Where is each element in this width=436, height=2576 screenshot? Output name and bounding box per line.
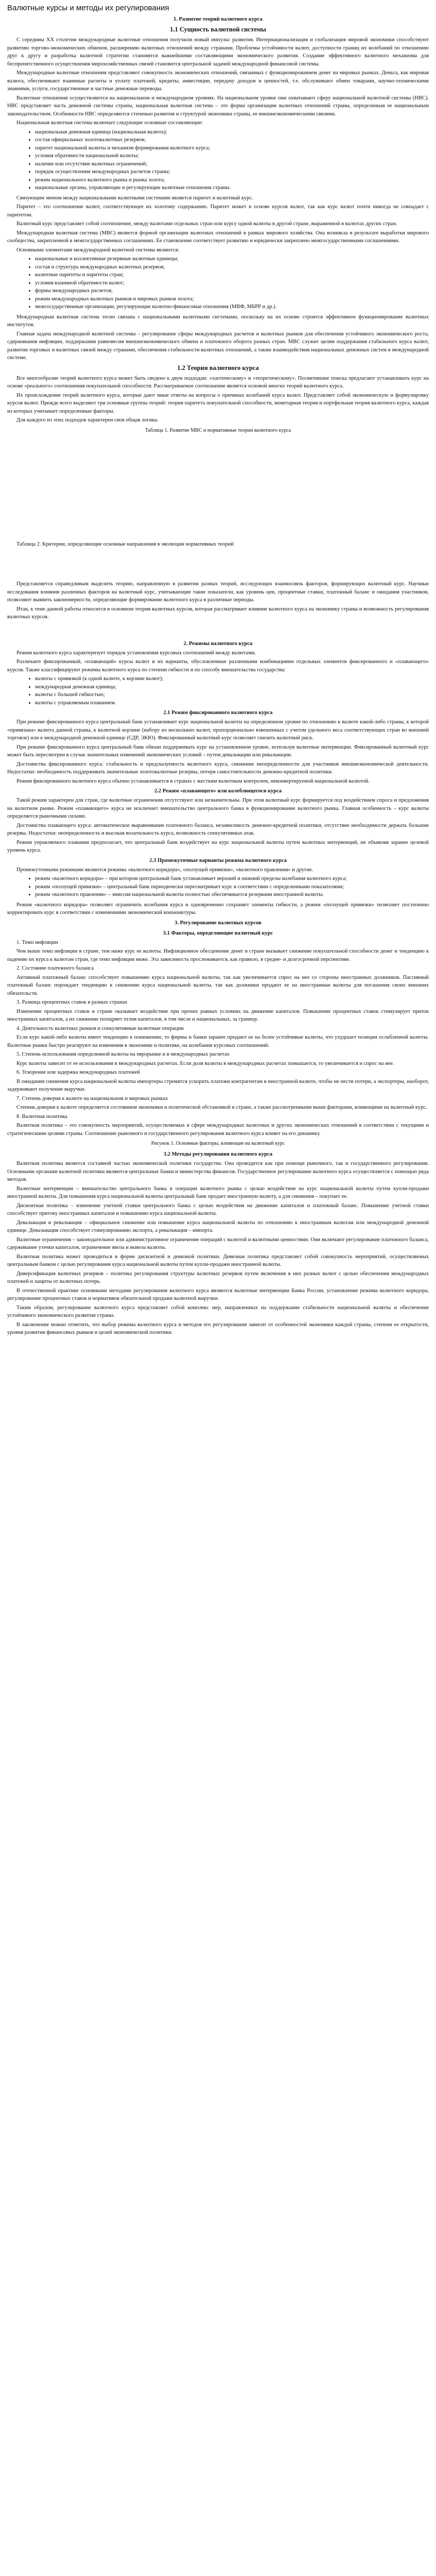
list-item: • валюты с большей гибкостью;	[35, 691, 429, 699]
subsection-heading-3-2: 3.2 Методы регулирования валютного курса	[163, 1151, 273, 1157]
paragraph: Диверсификация валютных резервов – политика регулирования структуры валютных резервов путем включения в них разных валют с целью обеспечения международных платежей и защиты от валютных потерь.	[7, 1270, 429, 1284]
paragraph: При режиме фиксированного курса центральный банк устанавливает курс национальной валюты на определенном уровне по отношению к валюте какой-либо страны, к которой «привязана» валюта данной страны, к валютной корзине (набору из нескольких валют, пропорционально взвешенных с учетом удельного веса соответствующих стран во внешней торговле) или к международной денежной единице (СДР, ЭКЮ). Фиксированный валютный курс позволяет снизить валютный риск.	[7, 719, 429, 741]
paragraph: Режим управляемого плавания предполагает, что центральный банк воздействует на курс национальной валюты путем валютных интервенций, не объявляя заранее целевой уровень курса.	[7, 839, 429, 853]
paragraph: Национальная валютная система включает следующие основные составляющие:	[16, 120, 203, 126]
subsection-heading-2-2: 2.2 Режим «плавающего» или колеблющегося курса	[154, 788, 282, 794]
paragraph: Паритет – это соотношение валют, соответствующее их золотому содержанию. Паритет может в основе курсов валют, так как курс валют почти никогда не совпадает с паритетом.	[7, 204, 429, 218]
paragraph: Валютная политика – это совокупность мероприятий, осуществляемых в сфере международных валютных и других экономических отношений в соответствии с текущими и стратегическими целями страны. Соотношение рыночного и государственного регулирования валютного курса влияет на его динамику.	[7, 1123, 429, 1137]
factor-heading: 8. Валютная политика	[16, 1113, 67, 1120]
bullet-list-mvs	[7, 255, 429, 311]
paragraph: Главная задача международной валютной системы – регулирование сферы международных расчетов и валютных рынков для обеспечения устойчивого экономического роста, сдерживания инфляции, поддержания равновесия внешнеэкономического обмена и платежного оборота разных стран. МВС служит целям поддержания стабильного курса валют, развития торговых и валютных связей между странами, обеспечения стабильности валютных отношений, а также взаимодействия национальных денежных систем в международной системе.	[7, 331, 429, 361]
list-item: • режим национального валютного рынка и рынка золота;	[35, 176, 429, 184]
list-item: • формы международных расчетов;	[35, 287, 429, 295]
list-item: • национальные и коллективные резервные валютные единицы;	[35, 255, 429, 263]
paragraph: Чем выше темп инфляции в стране, тем ниже курс ее валюты. Инфляционное обесценение денег в стране вызывает снижение покупательной способности денег и тенденцию к падению их курса к валютам стран, где темп инфляции ниже. Эта зависимость прослеживается, как правило, в средне- и долгосрочной перспективе.	[7, 948, 429, 962]
paragraph: Достоинства фиксированного курса: стабильность и предсказуемость валютного курса, снижение неопределенности для участников внешнеэкономической деятельности. Недостатки: необходимость поддерживать значительные золотовалютные резервы, потеря самостоятельности денежно-кредитной политики.	[7, 761, 429, 775]
chapter-heading-1: 1. Развитие теорий валютного курса	[173, 16, 263, 22]
factor-heading: 3. Разница процентных ставок в разных странах	[16, 999, 128, 1005]
list-item: • валютные паритеты и паритеты стран;	[35, 271, 429, 279]
bullet-list-regimes	[7, 675, 429, 707]
paragraph: Все многообразие теорий валютного курса может быть сведено к двум подходам: «хаотическому» и «теоретическому». Посвятившие поиска предлагают устанавливать курс на основе «реального» соотношения покупательной способности. Рассматриваемое соотношение является основой многих теорий валютного курса.	[7, 375, 429, 389]
paragraph: Итак, к теме данной работы относится в основном теория валютных курсов, которая рассматривает влияние валютного курса на экономику страны и возможность регулирования валютных курсов.	[7, 606, 429, 620]
paragraph: Международные валютные отношения представляют совокупность экономических отношений, связанных с функционированием денег на мировых рынках. Деньга, как мировая валюта, обеспечивают взаимные расчеты и уплату платежей, кредиты, инвестиции, передачу доходов и ценностей, т.е. обслуживают обмен товарами, научно-техническими знаниями, услуги, государственные и частные денежные переводы.	[7, 70, 429, 92]
paragraph: Их происхождение теорий валютного курса, которые дают иные ответы на вопросы о причинах колебаний курса валют. Представляет собой экономическую и формулировку курсов валют. Прежде всего выделяют три основные группы теорий: теория паритета покупательной способности, монетарная теория и портфельная теория валютного курса, каждая из которых учитывает определенные факторы.	[7, 392, 429, 414]
paragraph: Режим «валютного коридора» позволяет ограничить колебания курса и одновременно сохраняет элементы гибкости, а режим «ползущей привязки» позволяет постепенно корректировать курс в соответствии с изменениями экономической конъюнктуры.	[7, 902, 429, 916]
list-item: • режим «ползущей привязки» – центральный банк периодически пересматривает курс в соответствии с определенными показателями;	[35, 883, 429, 891]
chapter-heading-2: 2. Режимы валютного курса	[183, 640, 253, 647]
list-item: • национальная денежная единица (национальная валюта);	[35, 128, 429, 137]
factor-heading: 2. Состояние платежного баланса	[16, 965, 94, 971]
factor-heading: 4. Деятельность валютных рынков и спекулятивные валютные операции	[16, 1025, 184, 1031]
spacer	[7, 622, 429, 638]
paragraph: Таким образом, регулирование валютного курса представляет собой комплекс мер, направленных на поддержание стабильности национальной валюты и обеспечение устойчивого экономического развития страны.	[7, 1304, 429, 1318]
paragraph: Такой режим характерен для стран, где валютные ограничения отсутствуют или незначительны. При этом валютный курс формируется под воздействием спроса и предложения на валютном рынке. Режим «плавающего» курса не исключает вмешательство центрального банка в функционирование валютного рынка. Главная особенность – курс валюты определяется рыночными силами.	[7, 798, 429, 819]
section-heading-1-1: 1.1 Сущность валютной системы	[170, 26, 266, 33]
paragraph: Для каждого из этих подходов характерен своя общая логика.	[16, 417, 159, 423]
bullet-list-intermediate	[7, 875, 429, 899]
table-placeholder	[7, 437, 429, 540]
paragraph: Промежуточными режимами являются режимы «валютного коридора», «ползущей привязки», «валютного правления» и другие.	[16, 867, 313, 873]
list-item: • валюты с привязкой (к одной валюте, к корзине валют);	[35, 675, 429, 683]
paragraph: В ожидании снижения курса национальной валюты импортеры стремятся ускорить платежи контрагентам в иностранной валюте, чтобы не нести потери, а экспортеры, наоборот, задерживают получение выручки.	[7, 1078, 429, 1092]
paragraph: Валютные интервенции – вмешательство центрального банка в операции валютного рынка с целью воздействия на курс национальной валюты путем купли-продажи иностранной валюты. Для повышения курса национальной валюты центральный банк продает иностранную валюту, а для снижения – покупает ее.	[7, 1185, 429, 1199]
list-item: • международная денежная единица;	[35, 683, 429, 691]
paragraph: Изменение процентных ставок в стране оказывает воздействие при прочих равных условиях на движение капиталов. Повышение процентных ставок стимулирует приток иностранных капиталов, а их снижение поощряет отлив капиталов, в том числе и национальных, за границу.	[7, 1008, 429, 1022]
factor-heading: 6. Ускорение или задержка международных платежей	[16, 1070, 140, 1075]
paragraph: Если курс какой-либо валюты имеет тенденцию к понижению, то фирмы и банки заранее продают ее на более устойчивые валюты, что ухудшает позиции ослабленной валюты. Валютные рынки быстро реагируют на изменения в экономике и политике, на колебания курсовых соотношений.	[7, 1035, 429, 1048]
subsection-heading-2-1: 2.1 Режим фиксированного валютного курса	[163, 710, 273, 716]
paragraph: Валютные ограничения – законодательное или административное ограничение операций с валютой и валютными ценностями. Они включают регулирование платежного баланса, сдерживание утечки капиталов, ограничение ввоза и вывоза валюты.	[7, 1236, 429, 1250]
paragraph: Активный платежный баланс способствует повышению курса национальной валюты, так как увеличивается спрос на нее со стороны иностранных должников. Пассивный платежный баланс порождает тенденцию к снижению курса национальной валюты, так как должники продают ее на иностранные валюты для погашения своих внешних обязательств.	[7, 974, 429, 996]
factor-heading: 5. Степень использования определенной валюты на еврорынке и в международных расчетах	[16, 1052, 230, 1057]
list-item: • режим «валютного правления» – эмиссия национальной валюты полностью обеспечивается резервами иностранной валюты.	[35, 891, 429, 899]
paragraph: Режим фиксированного валютного курса обычно устанавливается в странах с жестким валютным контролем, неконвертируемой национальной валютой.	[16, 778, 370, 784]
paragraph: С середины XX столетия международные валютные отношения получили новый импульс развития. Интернационализация и глобализация мировой экономики способствуют развитию торгово-экономических обменов, расширению валютных отношений между странами. Проблемы устойчивости валют, доступности границ их колебаний по отношению друг к другу и разработка валютной стратегии становятся важнейшими составляющими экономического развития. Создание эффективного валютного механизма для беспрепятственного осуществления мирохозяйственных связей становится центральной задачей международной финансовой системы.	[7, 37, 429, 67]
bullet-list-nvs	[7, 128, 429, 192]
paragraph: В отечественной практике основными методами регулирования валютного курса являются валютные интервенции Банка России, установление режима валютного коридора, регулирование процентных ставок и нормативов обязательной продажи валютной выручки.	[7, 1287, 429, 1301]
list-item: • паритет национальной валюты и механизм формирования валютного курса;	[35, 144, 429, 152]
paragraph: Курс валюты зависит от ее использования в международных расчетах. Если доля валюты в международных расчетах повышается, то увеличивается и спрос на нее.	[16, 1060, 394, 1066]
list-item: • режим «валютного коридора» – при котором центральный банк устанавливает верхний и нижний пределы колебания валютного курса;	[35, 875, 429, 883]
paragraph: Девальвация и ревальвация – официальное снижение или повышение курса национальной валюты по отношению к иностранным валютам или международной денежной единице. Девальвация способствует стимулированию экспорта, а ревальвация – импорта.	[7, 1219, 429, 1233]
paragraph: Степень доверия к валюте определяется состоянием экономики и политической обстановкой в стране, а также рассмотренными выше факторами, влияющими на валютный курс.	[16, 1105, 427, 1110]
table-placeholder	[7, 549, 429, 580]
paragraph: Основными элементами международной валютной системы являются:	[16, 247, 180, 253]
paragraph: При режиме фиксированного курса центральный банк обязан поддерживать курс на установленном уровне, используя валютные интервенции. Фиксированный валютный курс может быть пересмотрен в случае значительных изменений экономических условий – путем девальвации или ревальвации.	[7, 744, 429, 758]
paragraph: Представляется справедливым выделить теорию, направленную в развитии разных теорий, исследующих взаимосвязь факторов, формирующих валютный курс. Научные исследования влияния различных факторов на валютный курс, учитывающие такие показатели, как уровень цен, процентные ставки, платежный баланс и ожидания участников, позволяют выявить закономерности, определяющие формирование валютного курса в различные периоды.	[7, 581, 429, 603]
list-item: • режим международных валютных рынков и мировых рынков золота;	[35, 295, 429, 303]
paragraph: Дисконтная политика – изменение учетной ставки центрального банка с целью воздействия на движение капиталов и платежный баланс. Повышение учетной ставки способствует притоку иностранных капиталов и повышению курса национальной валюты.	[7, 1202, 429, 1216]
list-item: • состав и структура международных валютных резервов;	[35, 263, 429, 272]
paragraph: Международная валютная система (МВС) является формой организации валютных отношений в рамках мирового хозяйства. Она возникла в результате выработки мирового сообщества, закрепленной в межгосударственных соглашениях. Ее становление соответствует развитию и юридически закреплено межгосударственными соглашениями.	[7, 230, 429, 244]
paragraph: Валютные отношения осуществляются на национальном и международном уровнях. На национальном уровне они охватывают сферу национальной валютной системы (НВС). НВС представляет часть денежной системы страны, национальная валютная система – это форма организации валютных отношений страны, определенная ее национальным законодательством. Особенности НВС определяются степенью развития и структурой экономики страны, ее внешнеэкономическими связями.	[7, 95, 429, 117]
section-heading-1-2: 1.2 Теория валютного курса	[177, 364, 259, 371]
paragraph: В заключение можно отметить, что выбор режима валютного курса и методов его регулирования зависит от особенностей экономики каждой страны, степени ее открытости, уровня развития финансовых рынков и целей экономической политики.	[7, 1321, 429, 1335]
chapter-heading-3: 3. Регулирование валютных курсов	[175, 920, 261, 926]
paragraph: Международная валютная система тесно связана с национальными валютными системами, поскольку на их основе строится эффективное функционирование валютных институтов.	[7, 314, 429, 328]
list-item: • условия взаимной обратимости валют;	[35, 279, 429, 287]
factor-heading: 7. Степень доверия к валюте на национальном и мировых рынках	[16, 1095, 168, 1101]
paragraph: Валютная политика является составной частью экономической политики государства. Она проводится как при помощи рыночного, так и государственного регулирования. Основными органами валютной политики являются центральные банки и министерства финансов. Государственное регулирование валютного курса осуществляется с помощью ряда методов.	[7, 1161, 429, 1182]
paragraph: Режим валютного курса характеризует порядок установления курсовых соотношений между валютами.	[16, 650, 256, 656]
paragraph: Валютный курс представляет собой соотношение, между валютами отдельных стран или курсу одной валюты в другой стране, выраженной в валютах других стран.	[16, 221, 397, 227]
list-item: • национальные органы, управляющие и регулирующие валютные отношения страны.	[35, 184, 429, 192]
figure-caption: Рисунок 1. Основные факторы, влияющие на валютный курс	[151, 1141, 285, 1146]
paragraph: Достоинства плавающего курса: автоматическое выравнивание платежного баланса, независимость денежно-кредитной политики, отсутствие необходимости держать большие резервы. Недостатки: неопределенность и высокая волатильность курса, возможность спекулятивных атак.	[7, 822, 429, 836]
list-item: • межгосударственные организации, регулирующие валютно-финансовые отношения (МВФ, МБРР и др.).	[35, 303, 429, 311]
page-title: Валютные курсы и методы их регулирования	[7, 4, 169, 12]
list-item: • условия обратимости национальной валюты;	[35, 152, 429, 160]
paragraph: Различают фиксированный, «плавающий» курсы валют и их варианты, обусловленные различными комбинациями отдельных элементов фиксированного и «плавающего» курсов. Также классифицируют режимы валютного курса по степени гибкости и по способу вмешательства государства:	[7, 659, 429, 673]
factor-heading: 1. Темп инфляции	[16, 939, 58, 945]
list-item: • состав официальных золотовалютных резервов;	[35, 136, 429, 144]
subsection-heading-2-3: 2.3 Промежуточные варианты режима валютного курса	[149, 857, 287, 863]
paragraph: Таблица 2. Критерии, определяющие основные направления в эволюции нормативных теорий	[16, 541, 234, 547]
paragraph: Связующим звеном между национальными валютными системами является паритет и валютный курс.	[16, 195, 253, 201]
list-item: • наличие или отсутствие валютных ограничений;	[35, 160, 429, 168]
list-item: • валюты с управляемым плаванием.	[35, 699, 429, 707]
subsection-heading-3-1: 3.1 Факторы, определяющие валютный курс	[163, 930, 273, 936]
list-item: • порядок осуществления международных расчетов страны;	[35, 168, 429, 176]
table-caption: Таблица 1. Развитие МВС и нормативные теории валютного курса	[145, 427, 291, 433]
paragraph: Валютная политика может проводиться в форме дисконтной и девизной политики. Девизная политика представляет собой совокупность мероприятий, осуществляемых центральным банком с целью регулирования курса национальной валюты путем купли-продажи иностранной валюты.	[7, 1253, 429, 1267]
